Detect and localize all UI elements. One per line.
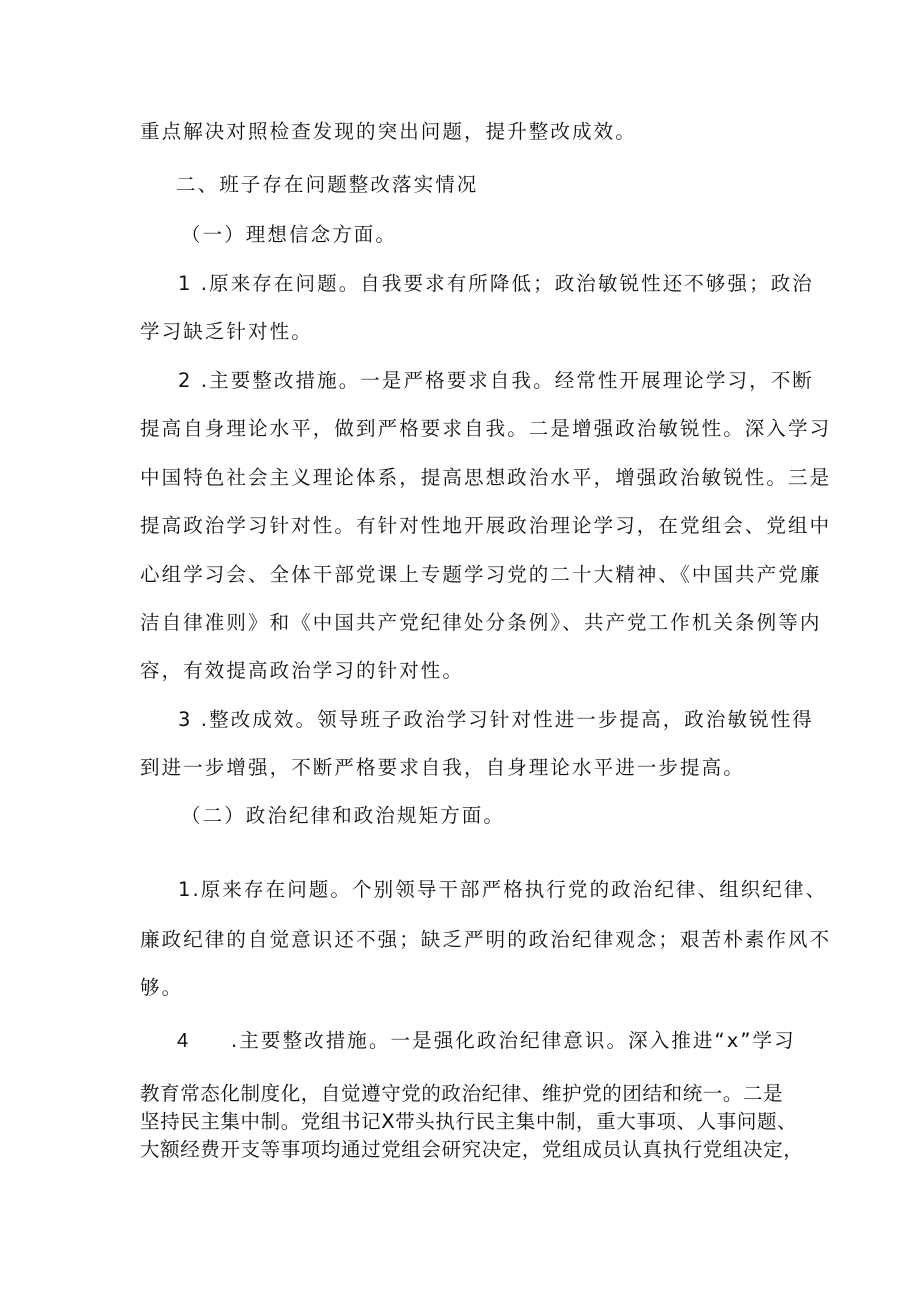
text-line-19: .主要整改措施。一是强化政治纪律意识。深入推进“x”学习 — [231, 1029, 796, 1052]
text-line-5: 学习缺乏针对性。 — [140, 320, 313, 343]
text-line-14: 到进一步增强，不断严格要求自我，自身理论水平进一步提高。 — [140, 756, 745, 779]
section-heading-2: 二、班子存在问题整改落实情况 — [176, 173, 479, 196]
text-line-21: 坚持民主集中制。党组书记X带头执行民主集中制，重大事项、人事问题、 — [140, 1110, 798, 1133]
text-line-6: 2 .主要整改措施。一是严格要求自我。经常性开展理论学习，不断 — [178, 369, 814, 392]
item-number: 4 — [177, 1030, 189, 1052]
subsection-heading-2: （二）政治纪律和政治规矩方面。 — [181, 804, 506, 827]
text-line-9: 提高政治学习针对性。有针对性地开展政治理论学习，在党组会、党组中 — [140, 514, 832, 537]
text-line-8: 中国特色社会主义理论体系，提高思想政治水平，增强政治敏锐性。三是 — [140, 466, 832, 489]
text-line-4: 1 .原来存在问题。自我要求有所降低；政治敏锐性还不够强；政治 — [178, 272, 814, 295]
text-line-1: 重点解决对照检查发现的突出问题，提升整改成效。 — [140, 120, 637, 143]
text-line-7: 提高自身理论水平，做到严格要求自我。二是增强政治敏锐性。深入学习 — [140, 417, 832, 440]
text-line-10: 心组学习会、全体干部党课上专题学习党的二十大精神、《中国共产党廉 — [140, 563, 822, 586]
subsection-heading-1: （一）理想信念方面。 — [181, 223, 398, 246]
text-line-16: 1.原来存在问题。个别领导干部严格执行党的政治纪律、组织纪律、 — [178, 878, 828, 901]
text-line-13: 3 .整改成效。领导班子政治学习针对性进一步提高，政治敏锐性得 — [178, 708, 814, 731]
text-line-18: 够。 — [140, 976, 184, 999]
text-line-17: 廉政纪律的自觉意识还不强；缺乏严明的政治纪律观念；艰苦朴素作风不 — [140, 928, 832, 951]
text-line-12: 容，有效提高政治学习的针对性。 — [140, 659, 465, 682]
text-line-11: 洁自律准则》和《中国共产党纪律处分条例》、共产党工作机关条例等内 — [140, 611, 822, 634]
text-line-20: 教育常态化制度化，自觉遵守党的政治纪律、维护党的团结和统一。二是 — [140, 1082, 784, 1105]
text-line-22: 大额经费开支等事项均通过党组会研究决定，党组成员认真执行党组决定， — [140, 1138, 804, 1161]
